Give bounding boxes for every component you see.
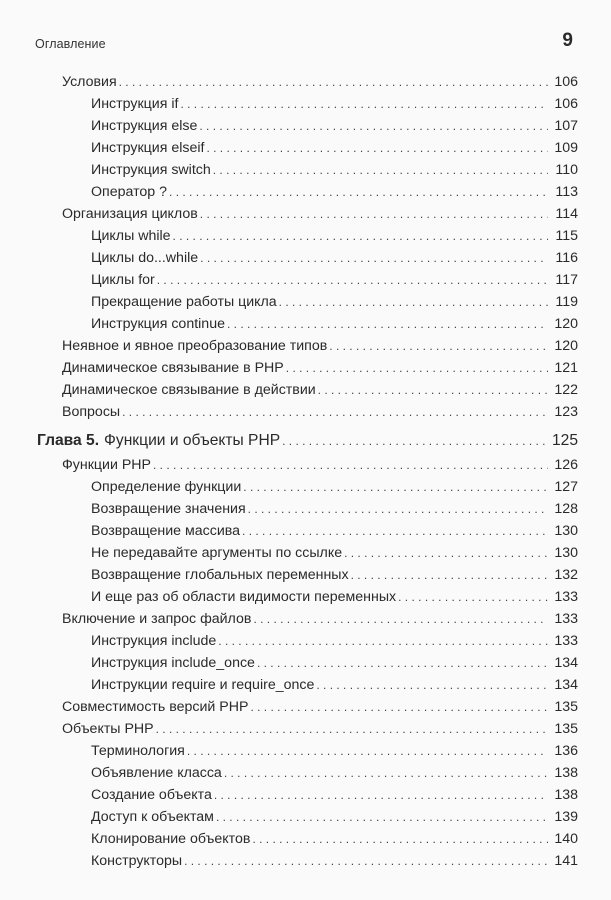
toc-entry bbox=[62, 357, 578, 379]
dot-leader bbox=[187, 740, 548, 762]
toc-entry-page: 133 bbox=[554, 589, 578, 605]
toc-entry-title: Создание объекта bbox=[91, 787, 212, 803]
toc-entry bbox=[91, 269, 578, 291]
dot-leader bbox=[344, 542, 548, 564]
toc-entry bbox=[91, 828, 578, 850]
toc-entry-page: 122 bbox=[554, 382, 578, 398]
dot-leader bbox=[398, 586, 548, 608]
toc-entry-page: 128 bbox=[554, 501, 578, 517]
toc-entry-title: Инструкции require и require_once bbox=[91, 677, 315, 693]
dot-leader bbox=[218, 630, 548, 652]
dot-leader bbox=[156, 718, 548, 740]
dot-leader bbox=[286, 357, 548, 379]
toc-entry bbox=[62, 335, 578, 357]
toc-entry bbox=[91, 630, 578, 652]
toc-entry-title: Совместимость версий PHP bbox=[62, 699, 249, 715]
toc-entry-title: Доступ к объектам bbox=[91, 809, 214, 825]
toc-entry-title: Циклы for bbox=[91, 272, 155, 288]
toc-entry-title: Возвращение значения bbox=[91, 501, 246, 517]
toc-entry bbox=[91, 137, 578, 159]
toc-entry-title: Функции и объекты PHP bbox=[104, 432, 281, 449]
toc-entry-page: 106 bbox=[554, 96, 578, 112]
toc-entry-page: 121 bbox=[554, 360, 578, 376]
toc-entry-page: 115 bbox=[555, 228, 578, 244]
dot-leader bbox=[243, 476, 548, 498]
toc-entry bbox=[91, 313, 578, 335]
toc-entry bbox=[91, 247, 578, 269]
toc-entry-title: Условия bbox=[62, 74, 117, 90]
toc-entry bbox=[91, 291, 578, 313]
toc-entry bbox=[91, 652, 578, 674]
toc-entry-title: Терминология bbox=[91, 743, 185, 759]
dot-leader bbox=[351, 564, 548, 586]
dot-leader bbox=[227, 313, 548, 335]
dot-leader bbox=[200, 203, 548, 225]
toc-entry-title: И еще раз об области видимости переменных bbox=[91, 589, 397, 605]
toc-entry-page: 133 bbox=[554, 633, 578, 649]
toc-entry-title: Включение и запрос файлов bbox=[62, 611, 252, 627]
toc-entry-page: 136 bbox=[554, 743, 578, 759]
toc-entry bbox=[91, 674, 578, 696]
toc-entry-page: 116 bbox=[555, 250, 578, 266]
dot-leader bbox=[157, 269, 548, 291]
dot-leader bbox=[252, 828, 548, 850]
toc-entry-page: 130 bbox=[554, 523, 578, 539]
toc-entry-page: 133 bbox=[554, 611, 578, 627]
toc-entry-title: Динамическое связывание в PHP bbox=[62, 360, 284, 376]
toc-entry-page: 107 bbox=[554, 118, 578, 134]
dot-leader bbox=[329, 335, 548, 357]
page-header bbox=[0, 0, 611, 60]
toc-entry bbox=[91, 225, 578, 247]
toc-entry-page: 120 bbox=[554, 338, 578, 354]
dot-leader bbox=[216, 806, 548, 828]
toc-entry bbox=[91, 93, 578, 115]
toc-entry-title: Возвращение глобальных переменных bbox=[91, 567, 349, 583]
toc-entry-title: Инструкция switch bbox=[91, 162, 211, 178]
toc-entry bbox=[91, 850, 578, 872]
dot-leader bbox=[200, 247, 548, 269]
dot-leader bbox=[224, 762, 548, 784]
dot-leader bbox=[153, 454, 548, 476]
toc-entry-page: 109 bbox=[554, 140, 578, 156]
toc-chapter-heading bbox=[37, 430, 578, 452]
toc-entry-title: Вопросы bbox=[62, 404, 121, 420]
toc-entry-title: Прекращение работы цикла bbox=[91, 294, 277, 310]
toc-entry-title: Инструкция include_once bbox=[91, 655, 255, 671]
toc-entry-title: Определение функции bbox=[91, 479, 242, 495]
toc-entry bbox=[91, 476, 578, 498]
toc-entry-page: 138 bbox=[554, 787, 578, 803]
toc-entry-title: Организация циклов bbox=[62, 206, 198, 222]
dot-leader bbox=[169, 181, 548, 203]
toc-entry bbox=[91, 762, 578, 784]
toc-entry bbox=[91, 520, 578, 542]
toc-entry-page: 106 bbox=[554, 74, 578, 90]
dot-leader bbox=[282, 430, 548, 452]
toc-entry-title: Объявление класса bbox=[91, 765, 222, 781]
toc-entry-page: 134 bbox=[554, 655, 578, 671]
toc-entry-page: 114 bbox=[555, 206, 578, 222]
dot-leader bbox=[318, 379, 548, 401]
toc-entry-title: Инструкция continue bbox=[91, 316, 225, 332]
toc-entry-title: Оператор ? bbox=[91, 184, 168, 200]
dot-leader bbox=[122, 401, 548, 423]
toc-entry-page: 120 bbox=[554, 316, 578, 332]
toc-entry bbox=[62, 71, 578, 93]
dot-leader bbox=[253, 608, 548, 630]
toc-entry bbox=[62, 718, 578, 740]
dot-leader bbox=[199, 115, 548, 137]
toc-entry-page: 126 bbox=[554, 457, 578, 473]
toc-entry bbox=[91, 181, 578, 203]
toc-entry-page: 135 bbox=[554, 699, 578, 715]
toc-entry-page: 135 bbox=[554, 721, 578, 737]
toc-entry-page: 130 bbox=[554, 545, 578, 561]
toc-entry-title: Инструкция include bbox=[91, 633, 217, 649]
toc-entry bbox=[62, 203, 578, 225]
dot-leader bbox=[206, 137, 548, 159]
toc-entry bbox=[91, 115, 578, 137]
toc-entry-page: 117 bbox=[555, 272, 578, 288]
toc-entry bbox=[91, 806, 578, 828]
dot-leader bbox=[257, 652, 548, 674]
toc-entry bbox=[91, 542, 578, 564]
toc-entry bbox=[91, 740, 578, 762]
running-title: Оглавление bbox=[35, 37, 106, 51]
toc-entry-title: Конструкторы bbox=[91, 853, 183, 869]
toc-entry-title: Инструкция elseif bbox=[91, 140, 205, 156]
toc-entry-title: Циклы while bbox=[91, 228, 171, 244]
toc-entry-title: Неявное и явное преобразование типов bbox=[62, 338, 328, 354]
dot-leader bbox=[214, 784, 548, 806]
dot-leader bbox=[248, 498, 548, 520]
toc-entry-title: Циклы do...while bbox=[91, 250, 199, 266]
toc-entry bbox=[62, 696, 578, 718]
toc-entry-page: 113 bbox=[555, 184, 578, 200]
dot-leader bbox=[180, 93, 548, 115]
dot-leader bbox=[279, 291, 548, 313]
toc-entry bbox=[91, 498, 578, 520]
dot-leader bbox=[242, 520, 548, 542]
dot-leader bbox=[184, 850, 548, 872]
page-number: 9 bbox=[562, 30, 573, 51]
toc-entry-page: 139 bbox=[554, 809, 578, 825]
toc-entry bbox=[91, 784, 578, 806]
dot-leader bbox=[173, 225, 548, 247]
toc-entry-page: 127 bbox=[554, 479, 578, 495]
chapter-label: Глава 5. bbox=[37, 432, 100, 449]
toc-entry-page: 138 bbox=[554, 765, 578, 781]
toc-entry-page: 110 bbox=[555, 162, 578, 178]
toc-entry-page: 132 bbox=[554, 567, 578, 583]
toc-entry bbox=[62, 401, 578, 423]
toc-entry-title: Инструкция else bbox=[91, 118, 198, 134]
toc-entry bbox=[91, 159, 578, 181]
toc-entry-title: Инструкция if bbox=[91, 96, 179, 112]
toc-entry bbox=[62, 379, 578, 401]
toc-entry-page: 140 bbox=[554, 831, 578, 847]
toc-entry bbox=[62, 454, 578, 476]
toc-entry-title: Не передавайте аргументы по ссылке bbox=[91, 545, 343, 561]
toc-entry bbox=[62, 608, 578, 630]
dot-leader bbox=[316, 674, 548, 696]
toc-entry-page: 119 bbox=[555, 294, 578, 310]
toc-entry-page: 141 bbox=[554, 853, 578, 869]
toc-entry-page: 125 bbox=[551, 432, 578, 449]
toc-entry-title: Объекты PHP bbox=[62, 721, 154, 737]
toc-entry bbox=[91, 564, 578, 586]
toc-entry-title: Клонирование объектов bbox=[91, 831, 251, 847]
dot-leader bbox=[250, 696, 548, 718]
toc-entry-title: Возвращение массива bbox=[91, 523, 241, 539]
toc-entry-title: Функции PHP bbox=[62, 457, 152, 473]
toc-entry-page: 123 bbox=[554, 404, 578, 420]
dot-leader bbox=[119, 71, 548, 93]
toc-entry bbox=[91, 586, 578, 608]
dot-leader bbox=[213, 159, 548, 181]
toc-entry-title: Динамическое связывание в действии bbox=[62, 382, 316, 398]
toc-entry-page: 134 bbox=[554, 677, 578, 693]
